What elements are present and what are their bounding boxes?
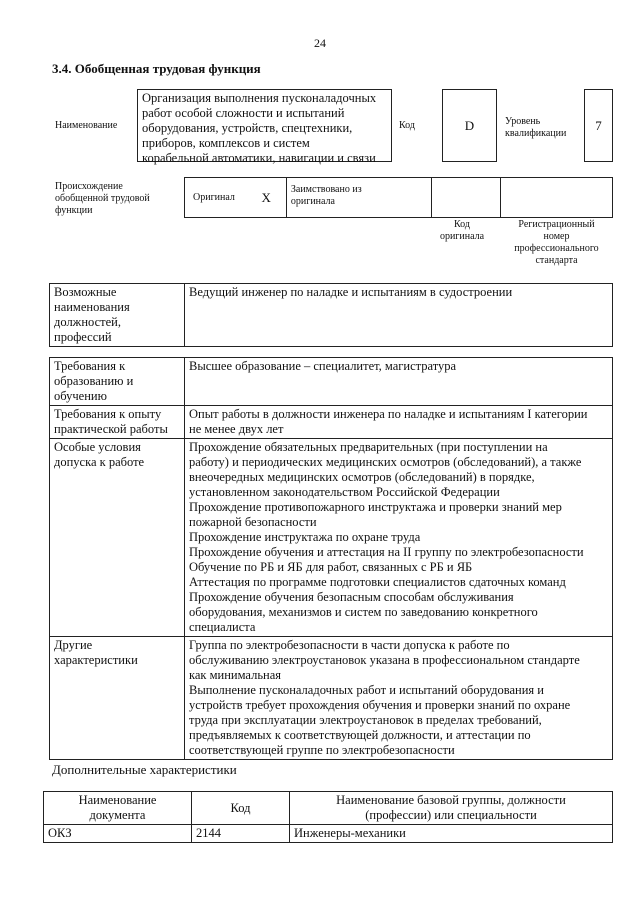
requirement-value-line: оборудования, механизмов и систем по заведованию конкретного: [189, 605, 538, 619]
positions-value-cell: [185, 284, 613, 347]
requirement-value-cell: [185, 358, 613, 406]
requirement-value-line: Аттестация по программе подготовки специалистов сдаточных команд: [189, 575, 566, 589]
requirement-label-line: характеристики: [54, 653, 138, 667]
code-label: Код: [399, 120, 415, 131]
requirement-label-cell: [50, 439, 185, 637]
requirement-value-cell: [185, 406, 613, 439]
section-title: 3.4. Обобщенная трудовая функция: [52, 61, 261, 76]
borrowed-cell: [286, 178, 431, 218]
name-header-cell: [290, 792, 613, 825]
requirement-value-line: Прохождение обучения безопасным способам обслуживания: [189, 590, 514, 604]
positions-label-line: наименования: [54, 300, 130, 314]
borrowed-label-line: оригинала: [290, 196, 335, 207]
original-mark-cell: [246, 178, 286, 218]
positions-value: Ведущий инженер по наладке и испытаниям в судостроении: [189, 285, 513, 299]
requirement-value-cell: [185, 637, 613, 760]
requirement-value-line: пожарной безопасности: [189, 515, 317, 529]
reg-number-cell: [501, 178, 613, 218]
requirements-row: [50, 439, 613, 637]
requirement-label-line: Другие: [54, 638, 93, 652]
requirements-row: [50, 358, 613, 406]
requirement-value-line: Обучение по РБ и ЯБ для работ, связанных с РБ и ЯБ: [189, 560, 473, 574]
requirement-label-cell: [50, 406, 185, 439]
requirement-value-line: Опыт работы в должности инженера по наладке и испытаниям I категории: [189, 407, 588, 421]
requirement-value-line: установленном законодательством Российской Федерации: [189, 485, 500, 499]
original-code-cell: [431, 178, 501, 218]
code-header-cell: [192, 792, 290, 825]
reg-caption-line: стандарта: [535, 255, 578, 266]
function-name-line: приборов, комплексов и систем: [142, 136, 310, 150]
requirement-value-line: специалиста: [189, 620, 256, 634]
requirement-label-line: Требования к: [54, 359, 126, 373]
code-caption-line: Код: [454, 219, 470, 230]
requirement-value-line: работу) и периодических медицинских осмотров (обследований), а также: [189, 455, 582, 469]
requirements-row: [50, 406, 613, 439]
reg-caption: [500, 219, 613, 267]
doc-header-cell: [44, 792, 192, 825]
doc-header-line: Наименование: [78, 793, 157, 807]
requirement-label-line: обучению: [54, 389, 107, 403]
origin-label-line: Происхождение: [55, 181, 123, 192]
page-number: 24: [314, 36, 326, 50]
additional-table: [43, 791, 613, 843]
function-name-box: [137, 89, 392, 165]
level-value: 7: [595, 117, 602, 133]
requirement-value-line: Прохождение обязательных предварительных (при поступлении на: [189, 440, 548, 454]
doc-header-line: документа: [89, 808, 146, 822]
level-label-line: Уровень: [505, 116, 541, 127]
group-name-cell: Инженеры-механики: [290, 825, 613, 843]
positions-label-cell: [50, 284, 185, 347]
requirement-label-line: практической работы: [54, 422, 168, 436]
requirement-value-line: не менее двух лет: [189, 422, 284, 436]
code-header: Код: [230, 800, 251, 815]
positions-table: [49, 283, 613, 347]
requirement-label-line: Требования к опыту: [54, 407, 162, 421]
origin-label-line: функции: [55, 205, 93, 216]
reg-caption-line: Регистрационный: [518, 219, 595, 230]
code-value: D: [464, 117, 475, 133]
level-value-box: [584, 89, 613, 162]
requirement-value-line: Прохождение обучения и аттестация на II группу по электробезопасности: [189, 545, 584, 559]
reg-caption-line: номер: [543, 231, 570, 242]
original-mark: X: [261, 189, 271, 205]
requirement-value-line: Выполнение пусконаладочных работ и испытаний оборудования и: [189, 683, 544, 697]
table-row: [44, 825, 613, 843]
name-header-line: (профессии) или специальности: [365, 808, 537, 822]
positions-label-line: профессий: [54, 330, 112, 344]
code-caption-line: оригинала: [439, 231, 485, 242]
level-label: [505, 116, 566, 140]
function-name-line: работ особой сложности и испытаний: [142, 106, 345, 120]
requirement-value-line: Прохождение инструктажа по охране труда: [189, 530, 421, 544]
requirements-row: [50, 637, 613, 760]
requirement-value-line: труда при эксплуатации электроустановок в пределах требований,: [189, 713, 542, 727]
requirement-value-line: соответствующей группе по электробезопасности: [189, 743, 455, 757]
requirements-table: [49, 357, 613, 760]
requirement-label-cell: [50, 358, 185, 406]
function-name-line: Организация выполнения пусконаладочных: [142, 91, 377, 105]
original-label: Оригинал: [193, 191, 235, 203]
requirement-value-line: обслуживанию электроустановок указана в профессиональном стандарте: [189, 653, 580, 667]
original-label-cell: [185, 178, 247, 218]
borrowed-label-line: Заимствовано из: [290, 184, 362, 195]
requirement-value-line: Группа по электробезопасности в части допуска к работе по: [189, 638, 510, 652]
requirement-label-line: образованию и: [54, 374, 134, 388]
level-label-line: квалификации: [505, 128, 567, 139]
reg-caption-line: профессионального: [514, 243, 599, 254]
name-label: Наименование: [55, 120, 118, 131]
origin-label: [55, 181, 150, 217]
origin-table: [184, 177, 613, 218]
requirement-value-line: устройств требует прохождения обучения и проверки знаний по охране: [189, 698, 571, 712]
name-header-line: Наименование базовой группы, должности: [336, 793, 566, 807]
origin-label-line: обобщенной трудовой: [55, 193, 150, 204]
additional-title: Дополнительные характеристики: [52, 762, 237, 777]
code-cell: 2144: [192, 825, 290, 843]
requirement-value-line: Прохождение противопожарного инструктажа и проверки знаний мер: [189, 500, 562, 514]
requirement-value-line: предъявляемых к соответствующей должности, и аттестации по: [189, 728, 531, 742]
positions-label-line: Возможные: [54, 285, 117, 299]
function-name-line: оборудования, устройств, спецтехники,: [142, 121, 353, 135]
code-value-box: [442, 89, 497, 162]
function-name-line: корабельной автоматики, навигации и связи: [142, 151, 376, 165]
additional-header-row: [44, 792, 613, 825]
requirement-value-cell: [185, 439, 613, 637]
requirement-label-cell: [50, 637, 185, 760]
code-caption: [432, 219, 492, 243]
doc-cell: ОКЗ: [44, 825, 192, 843]
requirement-label-line: допуска к работе: [54, 455, 145, 469]
positions-label-line: должностей,: [54, 315, 121, 329]
requirement-value-line: как минимальная: [189, 668, 282, 682]
requirement-label-line: Особые условия: [54, 440, 141, 454]
requirement-value-line: Высшее образование – специалитет, магистратура: [189, 359, 457, 373]
requirement-value-line: внеочередных медицинских осмотров (обследований) в порядке,: [189, 470, 535, 484]
